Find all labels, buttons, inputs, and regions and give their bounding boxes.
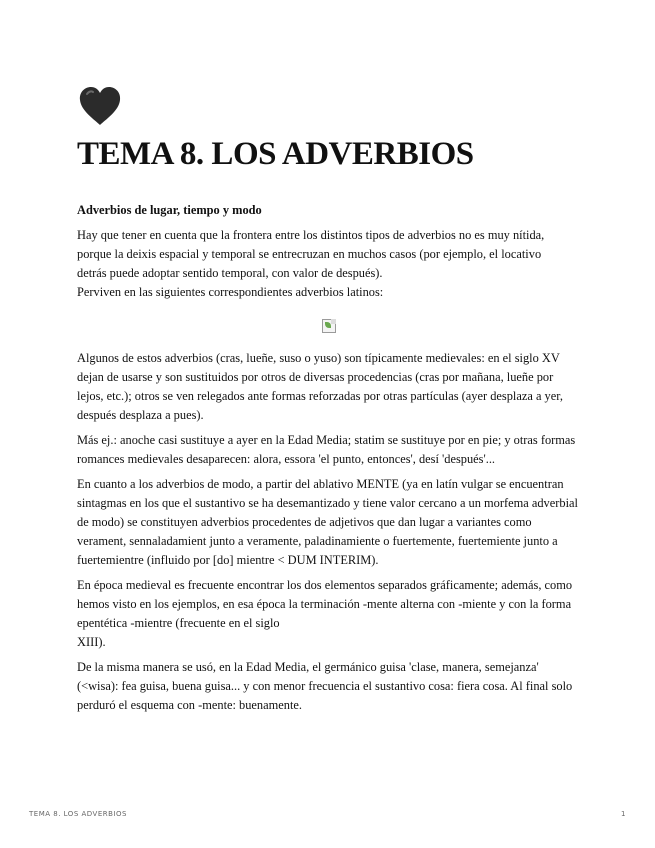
footer-title: TEMA 8. LOS ADVERBIOS [29, 810, 127, 818]
paragraph: Algunos de estos adverbios (cras, lueñe, suso o yuso) son típicamente medievales: en el siglo XV dejan de usarse y son sustituidos por otros de diversas procedencias (cras por mañana, lueñe por lejos, etc.); otros se ven relegados ante formas reforzadas por otras partículas (ayer desplaza a yer, después desplaza a pues). [77, 351, 563, 422]
section-heading: Adverbios de lugar, tiempo y modo [77, 203, 262, 217]
intro-line: porque la deixis espacial y temporal se entrecruzan en muchos casos (por ejemplo, el locativo [77, 247, 542, 261]
document-body [77, 201, 580, 721]
page-title: TEMA 8. LOS ADVERBIOS [77, 136, 474, 172]
paragraph-epentetic-end: XIII). [77, 635, 106, 649]
paragraph: En cuanto a los adverbios de modo, a partir del ablativo MENTE (ya en latín vulgar se encuentran sintagmas en los que el sustantivo se ha desemantizado y tiene valor cercano a un morfema adverbial de modo) se constituyen adverbios procedentes de adjetivos que dan lugar a variantes como verament, sennaladamient junto a veramente, paladinamiente o fuertemente, fuertemiente junto a fuertemientre (influido por [do] mientre < DUM INTERIM). [77, 477, 578, 567]
paragraph-epentetic-main: En época medieval es frecuente encontrar los dos elementos separados gráficamente; además, como hemos visto en los ejemplos, en esa época la terminación -mente alterna con -miente y con la forma epentética -mientre (frecuente en el siglo [77, 578, 573, 630]
intro-continuation: Perviven en las siguientes correspondientes adverbios latinos: [77, 285, 384, 299]
paragraph-epentetic [77, 576, 580, 652]
intro-paragraph [77, 226, 580, 302]
black-heart-icon [77, 85, 123, 127]
intro-line: detrás puede adoptar sentido temporal, con valor de después). [77, 266, 383, 280]
paragraph: Más ej.: anoche casi sustituye a ayer en la Edad Media; statim se sustituye por en pie; y otras formas romances medievales desaparecen: alora, essora 'el punto, entonces', desí 'después'... [77, 433, 576, 466]
broken-image-icon [322, 319, 336, 333]
paragraph-final: De la misma manera se usó, en la Edad Media, el germánico guisa 'clase, manera, semejanza' (<wisa): fea guisa, buena guisa... y con menor frecuencia el sustantivo cosa: fiera cosa. Al final solo perduró el esquema con -mente: buenamente. [77, 660, 573, 712]
page-number: 1 [621, 810, 626, 818]
intro-line: Hay que tener en cuenta que la frontera entre los distintos tipos de adverbios no es muy nítida, [77, 228, 545, 242]
